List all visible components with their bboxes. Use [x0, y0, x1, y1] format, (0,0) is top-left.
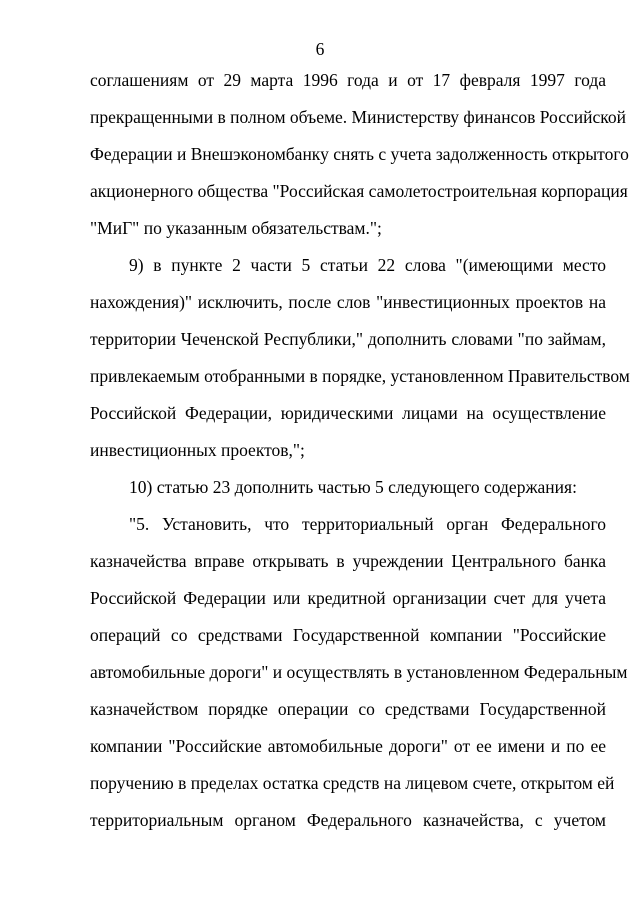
paragraph: [90, 62, 629, 247]
page-number: 6: [315, 39, 325, 59]
text-line: казначейством порядке операции со средствами Государственной: [90, 699, 606, 719]
text-line: соглашениям от 29 марта 1996 года и от 17 февраля 1997 года: [90, 70, 606, 90]
text-line: привлекаемым отобранными в порядке, установленном Правительством: [90, 366, 630, 386]
text-line: территориальным органом Федерального казначейства, с учетом: [90, 810, 606, 830]
text-line: нахождения)" исключить, после слов "инвестиционных проектов на: [90, 292, 606, 312]
text-line: операций со средствами Государственной компании "Российские: [90, 625, 606, 645]
text-line: Российской Федерации или кредитной организации счет для учета: [90, 588, 606, 608]
text-line: Федерации и Внешэкономбанку снять с учета задолженность открытого: [90, 144, 629, 164]
text-line: акционерного общества "Российская самолетостроительная корпорация: [90, 181, 628, 201]
paragraph: [90, 247, 630, 469]
text-line: прекращенными в полном объеме. Министерству финансов Российской: [90, 107, 626, 127]
text-line: поручению в пределах остатка средств на лицевом счете, открытом ей: [90, 773, 615, 793]
text-line: казначейства вправе открывать в учреждении Центрального банка: [90, 551, 606, 571]
text-line: территории Чеченской Республики," дополнить словами "по займам,: [90, 329, 606, 349]
document-body: [90, 62, 630, 839]
text-line: Российской Федерации, юридическими лицами на осуществление: [90, 403, 606, 423]
text-line: компании "Российские автомобильные дороги" от ее имени и по ее: [90, 736, 606, 756]
text-line: "5. Установить, что территориальный орган Федерального: [129, 514, 606, 534]
paragraph: [90, 506, 628, 839]
text-line: автомобильные дороги" и осуществлять в установленном Федеральным: [90, 662, 628, 682]
text-line: 10) статью 23 дополнить частью 5 следующего содержания:: [129, 477, 577, 497]
text-line: 9) в пункте 2 части 5 статьи 22 слова "(имеющими место: [129, 255, 606, 275]
text-line: "МиГ" по указанным обязательствам.";: [90, 218, 382, 238]
paragraph: [90, 469, 606, 506]
text-line: инвестиционных проектов,";: [90, 440, 305, 460]
